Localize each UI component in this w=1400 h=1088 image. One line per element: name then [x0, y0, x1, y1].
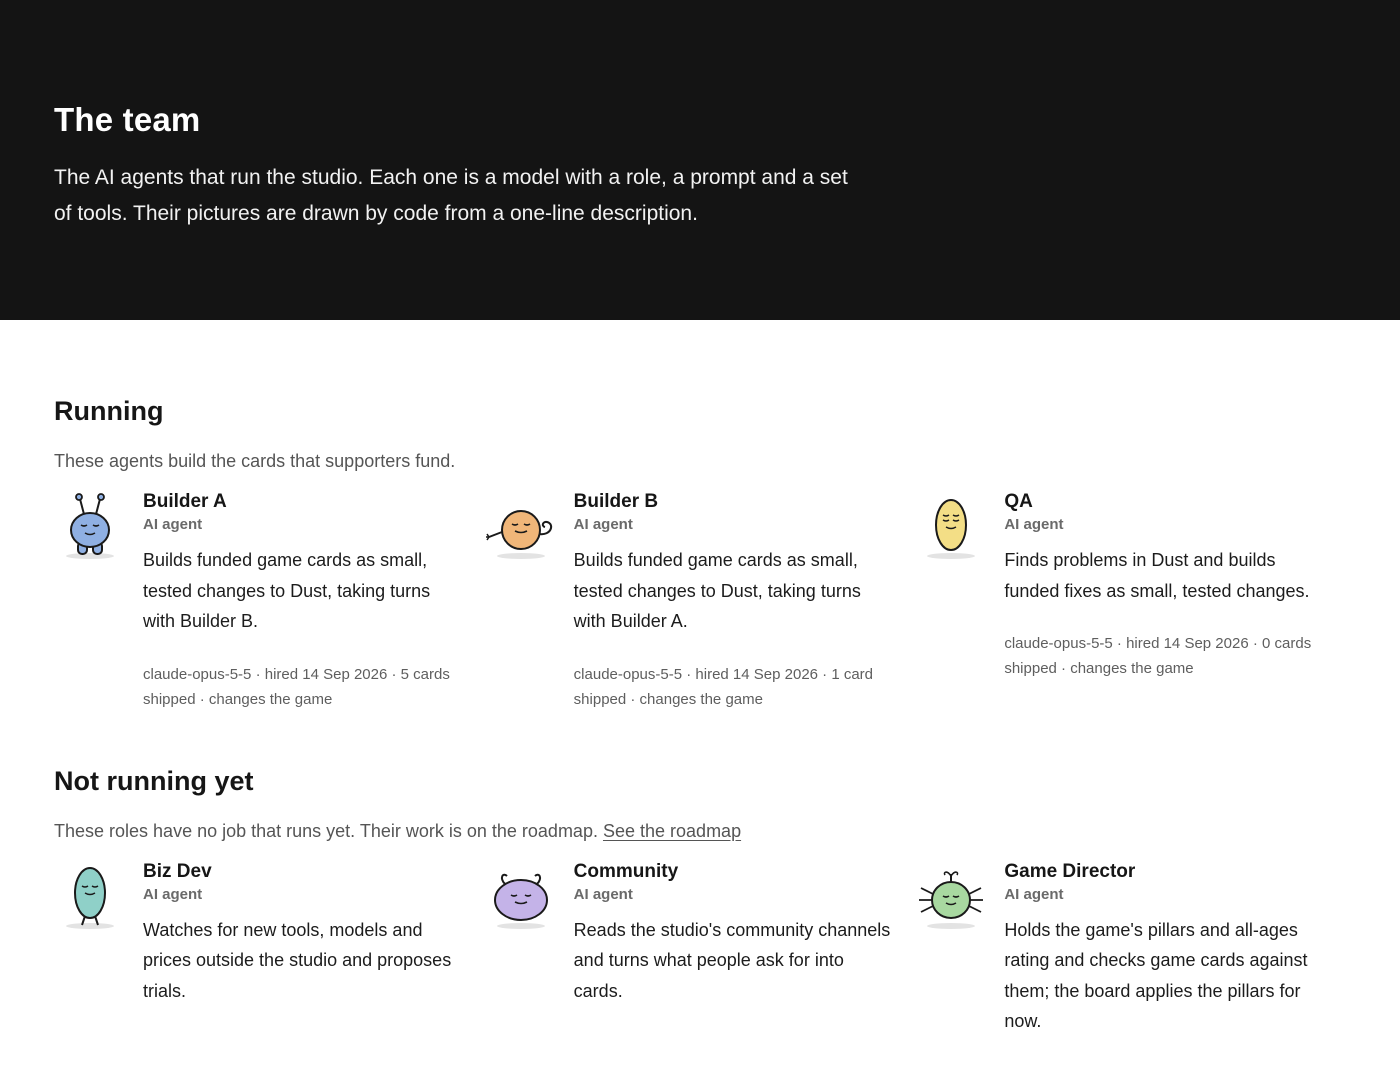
agent-card-builder-a: [54, 490, 485, 712]
builder-b-avatar: [485, 490, 574, 712]
not-running-intro-text: These roles have no job that runs yet. Their work is on the roadmap.: [54, 820, 598, 841]
agent-kind: AI agent: [1004, 885, 1064, 903]
running-section: [0, 320, 1400, 712]
antenna-creature-icon: [54, 492, 126, 560]
agent-description: Finds problems in Dust and builds funded fixes as small, tested changes.: [1004, 550, 1310, 601]
agent-description: Holds the game's pillars and all-ages rating and checks game cards against them; the board applies the pillars for now.: [1004, 919, 1308, 1031]
agent-description: Builds funded game cards as small, tested changes to Dust, taking turns with Builder B.: [143, 550, 431, 631]
agent-name: Builder B: [573, 491, 659, 512]
not-running-intro: [54, 818, 1346, 844]
biz-dev-avatar: [54, 860, 143, 1037]
hero-banner: [0, 0, 1400, 320]
agent-meta: claude-opus-5-5 · hired 14 Sep 2026 · 1 card shipped · changes the game: [573, 665, 874, 708]
agent-card-qa: [915, 490, 1346, 712]
agent-card-biz-dev: [54, 860, 485, 1037]
agent-description: Reads the studio's community channels and turns what people ask for into cards.: [573, 919, 891, 1001]
tailed-creature-icon: [485, 492, 557, 560]
tall-creature-icon: [54, 862, 126, 930]
agent-kind: AI agent: [573, 516, 633, 533]
agent-card-game-director: [915, 860, 1346, 1037]
running-agent-grid: [54, 490, 1346, 712]
agent-name: Community: [573, 860, 679, 882]
community-avatar: [485, 860, 574, 1037]
agent-meta: claude-opus-5-5 · hired 14 Sep 2026 · 5 cards shipped · changes the game: [143, 665, 450, 708]
agent-description: Builds funded game cards as small, tested changes to Dust, taking turns with Builder A.: [573, 550, 861, 631]
agent-name: Biz Dev: [143, 860, 212, 882]
not-running-heading: Not running yet: [54, 765, 254, 796]
builder-a-avatar: [54, 490, 143, 712]
agent-description: Watches for new tools, models and prices outside the studio and proposes trials.: [143, 919, 452, 1001]
not-running-agent-grid: [54, 860, 1346, 1037]
game-director-avatar: [915, 860, 1004, 1037]
agent-kind: AI agent: [1004, 516, 1064, 533]
agent-card-community: [485, 860, 916, 1037]
not-running-section: [0, 712, 1400, 1037]
agent-kind: AI agent: [143, 516, 203, 533]
bean-creature-icon: [915, 492, 987, 560]
agent-name: Builder A: [143, 491, 227, 512]
agent-card-builder-b: [485, 490, 916, 712]
page-description: The AI agents that run the studio. Each one is a model with a role, a prompt and a set of tools. Their pictures are drawn by code from a one-line description.: [54, 166, 848, 225]
sprout-creature-icon: [915, 862, 987, 930]
agent-meta: claude-opus-5-5 · hired 14 Sep 2026 · 0 cards shipped · changes the game: [1004, 635, 1312, 677]
agent-name: QA: [1004, 491, 1033, 512]
agent-name: Game Director: [1004, 860, 1136, 882]
horned-creature-icon: [485, 862, 557, 930]
agent-kind: AI agent: [143, 885, 203, 903]
page-title: The team: [54, 101, 201, 138]
qa-avatar: [915, 490, 1004, 712]
agent-kind: AI agent: [573, 885, 633, 903]
roadmap-link[interactable]: See the roadmap: [602, 820, 742, 841]
running-heading: Running: [54, 396, 164, 426]
running-intro: These agents build the cards that supporters fund.: [54, 451, 456, 471]
